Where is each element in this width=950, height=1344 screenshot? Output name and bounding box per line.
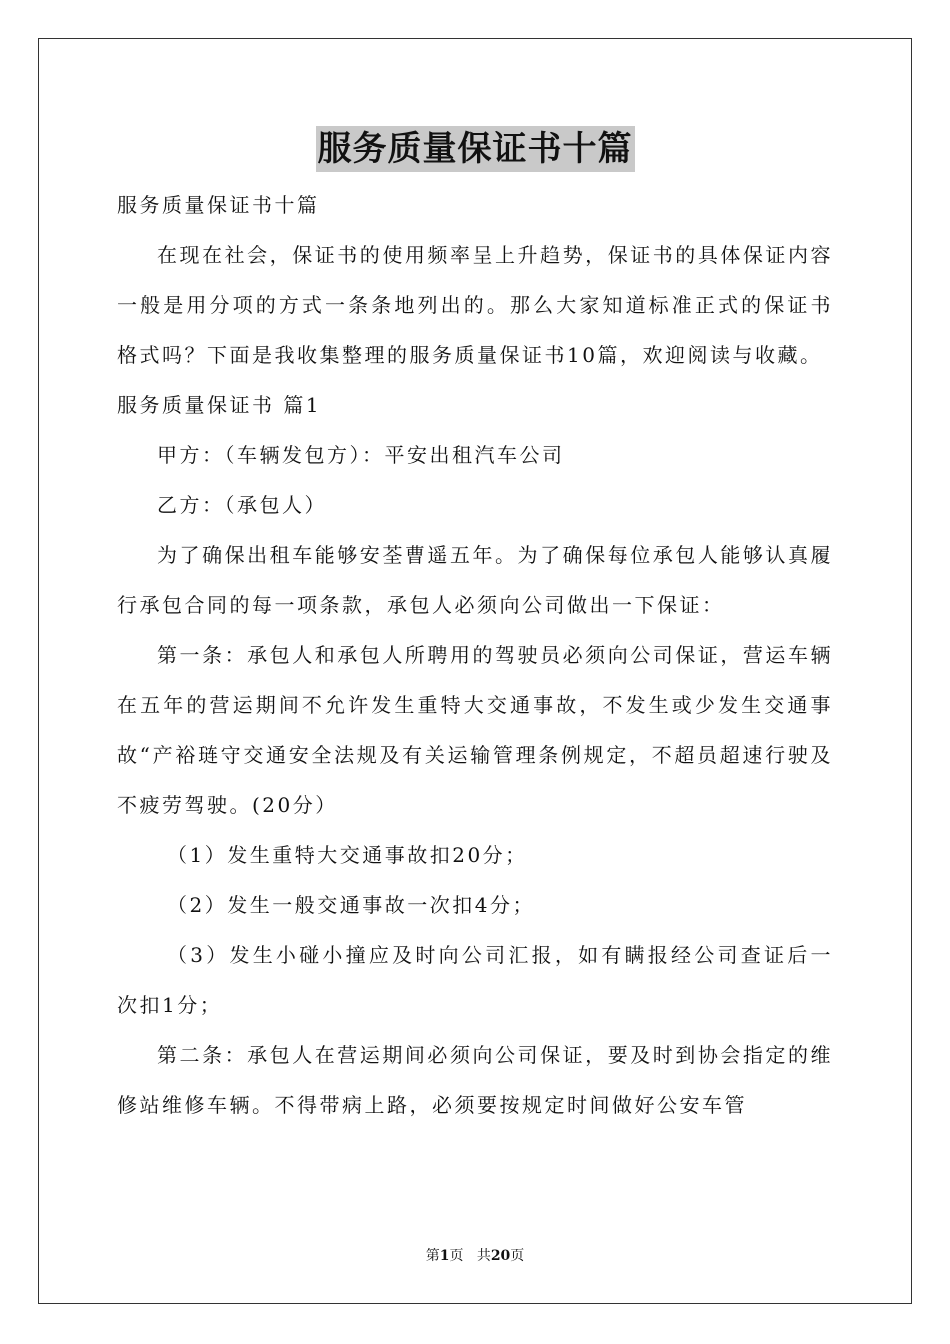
document-title: 服务质量保证书十篇 bbox=[316, 126, 635, 172]
page-suffix: 页 bbox=[449, 1248, 464, 1264]
page-number: 1 bbox=[439, 1248, 450, 1264]
party-b-line: 乙方：（承包人） bbox=[157, 493, 327, 517]
title-block bbox=[0, 126, 950, 172]
article-2-paragraph: 第二条：承包人在营运期间必须向公司保证，要及时到协会指定的维修站维修车辆。不得带病上路，必须要按规定时间做好公安车管 bbox=[117, 1043, 833, 1117]
section-heading: 服务质量保证书 篇1 bbox=[117, 393, 322, 417]
document-body bbox=[117, 180, 833, 1130]
purpose-paragraph: 为了确保出租车能够安荃曹遥五年。为了确保每位承包人能够认真履行承包合同的每一项条款，承包人必须向公司做出一下保证： bbox=[117, 543, 833, 617]
article-1-item-1: （1）发生重特大交通事故扣20分； bbox=[167, 843, 528, 867]
total-suffix: 页 bbox=[510, 1248, 525, 1264]
subtitle-line: 服务质量保证书十篇 bbox=[117, 193, 320, 217]
article-1-item-3: （3）发生小碰小撞应及时向公司汇报，如有瞒报经公司查证后一次扣1分； bbox=[117, 943, 833, 1017]
total-prefix: 共 bbox=[476, 1248, 491, 1264]
article-1-paragraph: 第一条：承包人和承包人所聘用的驾驶员必须向公司保证，营运车辆在五年的营运期间不允许发生重特大交通事故，不发生或少发生交通事故“产裕琏守交通安全法规及有关运输管理条例规定，不超员超速行驶及不疲劳驾驶。(20分） bbox=[117, 643, 833, 817]
page-footer bbox=[0, 1246, 950, 1266]
party-a-line: 甲方：（车辆发包方）：平安出租汽车公司 bbox=[157, 443, 565, 467]
page-prefix: 第 bbox=[425, 1248, 440, 1264]
intro-paragraph: 在现在社会，保证书的使用频率呈上升趋势，保证书的具体保证内容一般是用分项的方式一条条地列出的。那么大家知道标准正式的保证书格式吗？下面是我收集整理的服务质量保证书10篇，欢迎阅读与收藏。 bbox=[117, 243, 833, 367]
article-1-item-2: （2）发生一般交通事故一次扣4分； bbox=[167, 893, 535, 917]
total-pages: 20 bbox=[490, 1248, 511, 1264]
